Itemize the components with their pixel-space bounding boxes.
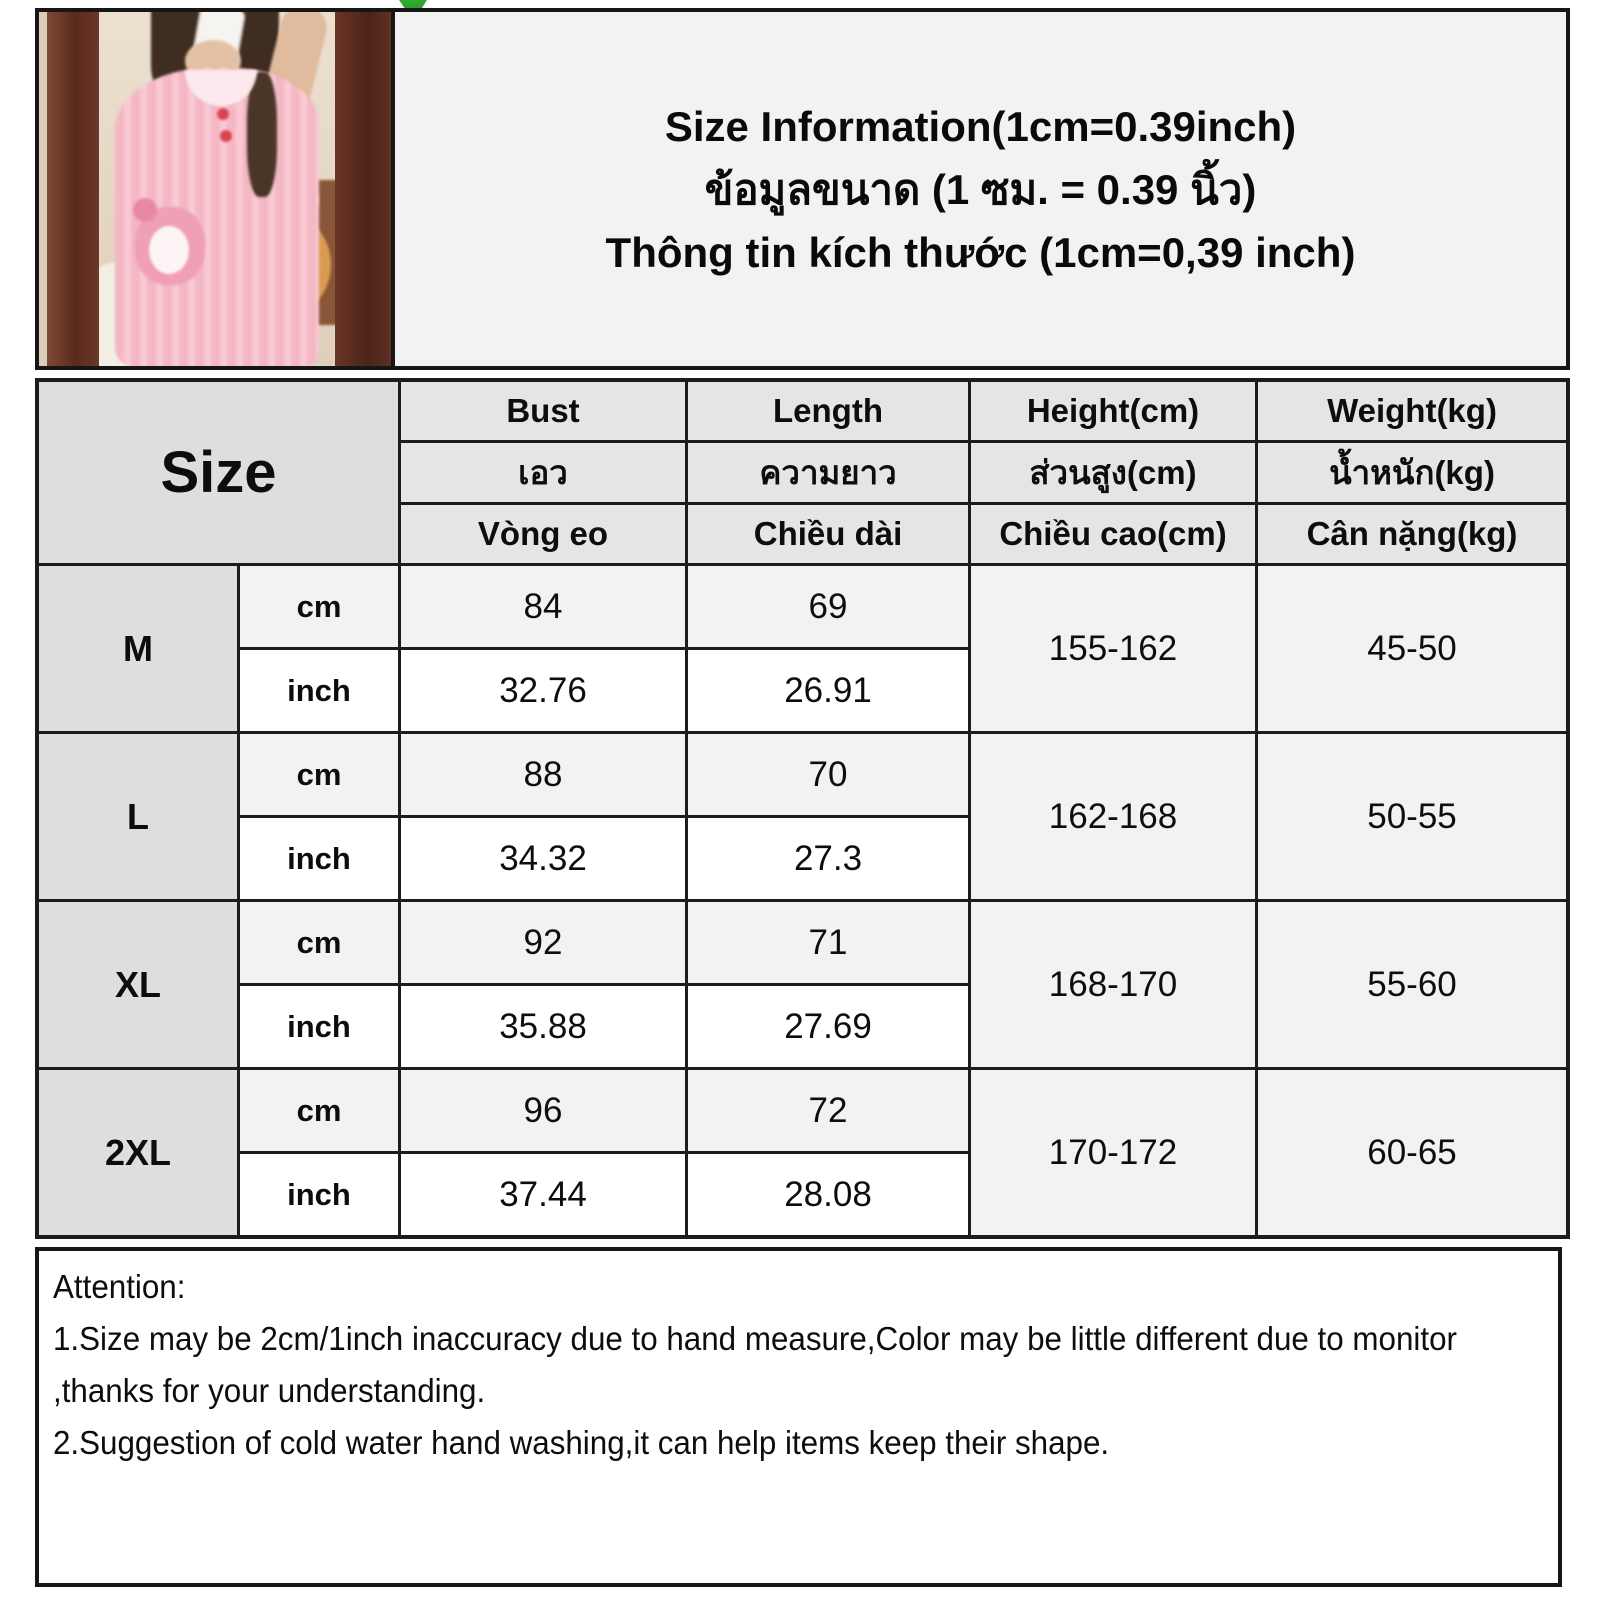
unit-label-cm: cm bbox=[240, 566, 398, 647]
col-header-height-vi: Chiều cao(cm) bbox=[971, 505, 1255, 563]
unit-label-cm: cm bbox=[240, 734, 398, 815]
size-label-2xl: 2XL bbox=[39, 1070, 237, 1235]
col-header-height-th: ส่วนสูง(cm) bbox=[971, 443, 1255, 502]
mirror-reflection bbox=[99, 12, 335, 366]
cell-l-length-cm: 70 bbox=[688, 734, 968, 815]
title-english: Size Information(1cm=0.39inch) bbox=[664, 102, 1297, 150]
cell-l-bust-cm: 88 bbox=[401, 734, 685, 815]
unit-label-cm: cm bbox=[240, 902, 398, 983]
col-header-bust-en: Bust bbox=[401, 382, 685, 440]
col-header-bust-th: เอว bbox=[401, 443, 685, 502]
title-box bbox=[395, 8, 1570, 370]
cell-2xl-bust-cm: 96 bbox=[401, 1070, 685, 1151]
cell-m-height: 155-162 bbox=[971, 566, 1255, 731]
cell-m-bust-inch: 32.76 bbox=[401, 650, 685, 731]
col-header-weight-vi: Cân nặng(kg) bbox=[1258, 505, 1566, 563]
dress-button bbox=[220, 130, 232, 142]
cell-2xl-length-cm: 72 bbox=[688, 1070, 968, 1151]
col-header-length-en: Length bbox=[688, 382, 968, 440]
unit-label-inch: inch bbox=[240, 1154, 398, 1235]
unit-label-inch: inch bbox=[240, 818, 398, 899]
attention-note-1: 1.Size may be 2cm/1inch inaccuracy due to hand measure,Color may be little different due to monitor ,thanks for your understanding. bbox=[53, 1320, 1457, 1409]
model-hair-strand bbox=[247, 72, 277, 197]
cell-2xl-height: 170-172 bbox=[971, 1070, 1255, 1235]
size-label-xl: XL bbox=[39, 902, 237, 1067]
unit-label-inch: inch bbox=[240, 986, 398, 1067]
title-vietnamese: Thông tin kích thước (1cm=0,39 inch) bbox=[605, 228, 1356, 276]
cell-2xl-bust-inch: 37.44 bbox=[401, 1154, 685, 1235]
col-header-bust-vi: Vòng eo bbox=[401, 505, 685, 563]
cell-xl-length-inch: 27.69 bbox=[688, 986, 968, 1067]
size-column-header: Size bbox=[39, 382, 398, 563]
col-header-height-en: Height(cm) bbox=[971, 382, 1255, 440]
cell-xl-bust-inch: 35.88 bbox=[401, 986, 685, 1067]
size-table bbox=[35, 378, 1570, 1239]
cell-l-bust-inch: 34.32 bbox=[401, 818, 685, 899]
col-header-length-vi: Chiều dài bbox=[688, 505, 968, 563]
cell-xl-bust-cm: 92 bbox=[401, 902, 685, 983]
mirror-frame-left bbox=[47, 12, 99, 366]
title-thai: ข้อมูลขนาด (1 ซม. = 0.39 นิ้ว) bbox=[704, 165, 1257, 213]
attention-box bbox=[35, 1247, 1562, 1587]
mirror-frame-right bbox=[335, 12, 391, 366]
size-label-m: M bbox=[39, 566, 237, 731]
cell-m-weight: 45-50 bbox=[1258, 566, 1566, 731]
attention-note-2: 2.Suggestion of cold water hand washing,it can help items keep their shape. bbox=[53, 1424, 1110, 1461]
size-label-l: L bbox=[39, 734, 237, 899]
cell-m-bust-cm: 84 bbox=[401, 566, 685, 647]
cell-l-height: 162-168 bbox=[971, 734, 1255, 899]
cell-xl-length-cm: 71 bbox=[688, 902, 968, 983]
col-header-weight-en: Weight(kg) bbox=[1258, 382, 1566, 440]
dress-button bbox=[217, 108, 229, 120]
unit-label-inch: inch bbox=[240, 650, 398, 731]
col-header-length-th: ความยาว bbox=[688, 443, 968, 502]
plush-toy-face bbox=[149, 226, 189, 274]
cell-m-length-cm: 69 bbox=[688, 566, 968, 647]
unit-label-cm: cm bbox=[240, 1070, 398, 1151]
plush-toy-ear bbox=[133, 198, 157, 222]
product-photo bbox=[35, 8, 395, 370]
cell-xl-height: 168-170 bbox=[971, 902, 1255, 1067]
cell-xl-weight: 55-60 bbox=[1258, 902, 1566, 1067]
cell-2xl-length-inch: 28.08 bbox=[688, 1154, 968, 1235]
cell-2xl-weight: 60-65 bbox=[1258, 1070, 1566, 1235]
cell-m-length-inch: 26.91 bbox=[688, 650, 968, 731]
cell-l-length-inch: 27.3 bbox=[688, 818, 968, 899]
col-header-weight-th: น้ำหนัก(kg) bbox=[1258, 443, 1566, 502]
cell-l-weight: 50-55 bbox=[1258, 734, 1566, 899]
attention-title: Attention: bbox=[53, 1268, 186, 1305]
